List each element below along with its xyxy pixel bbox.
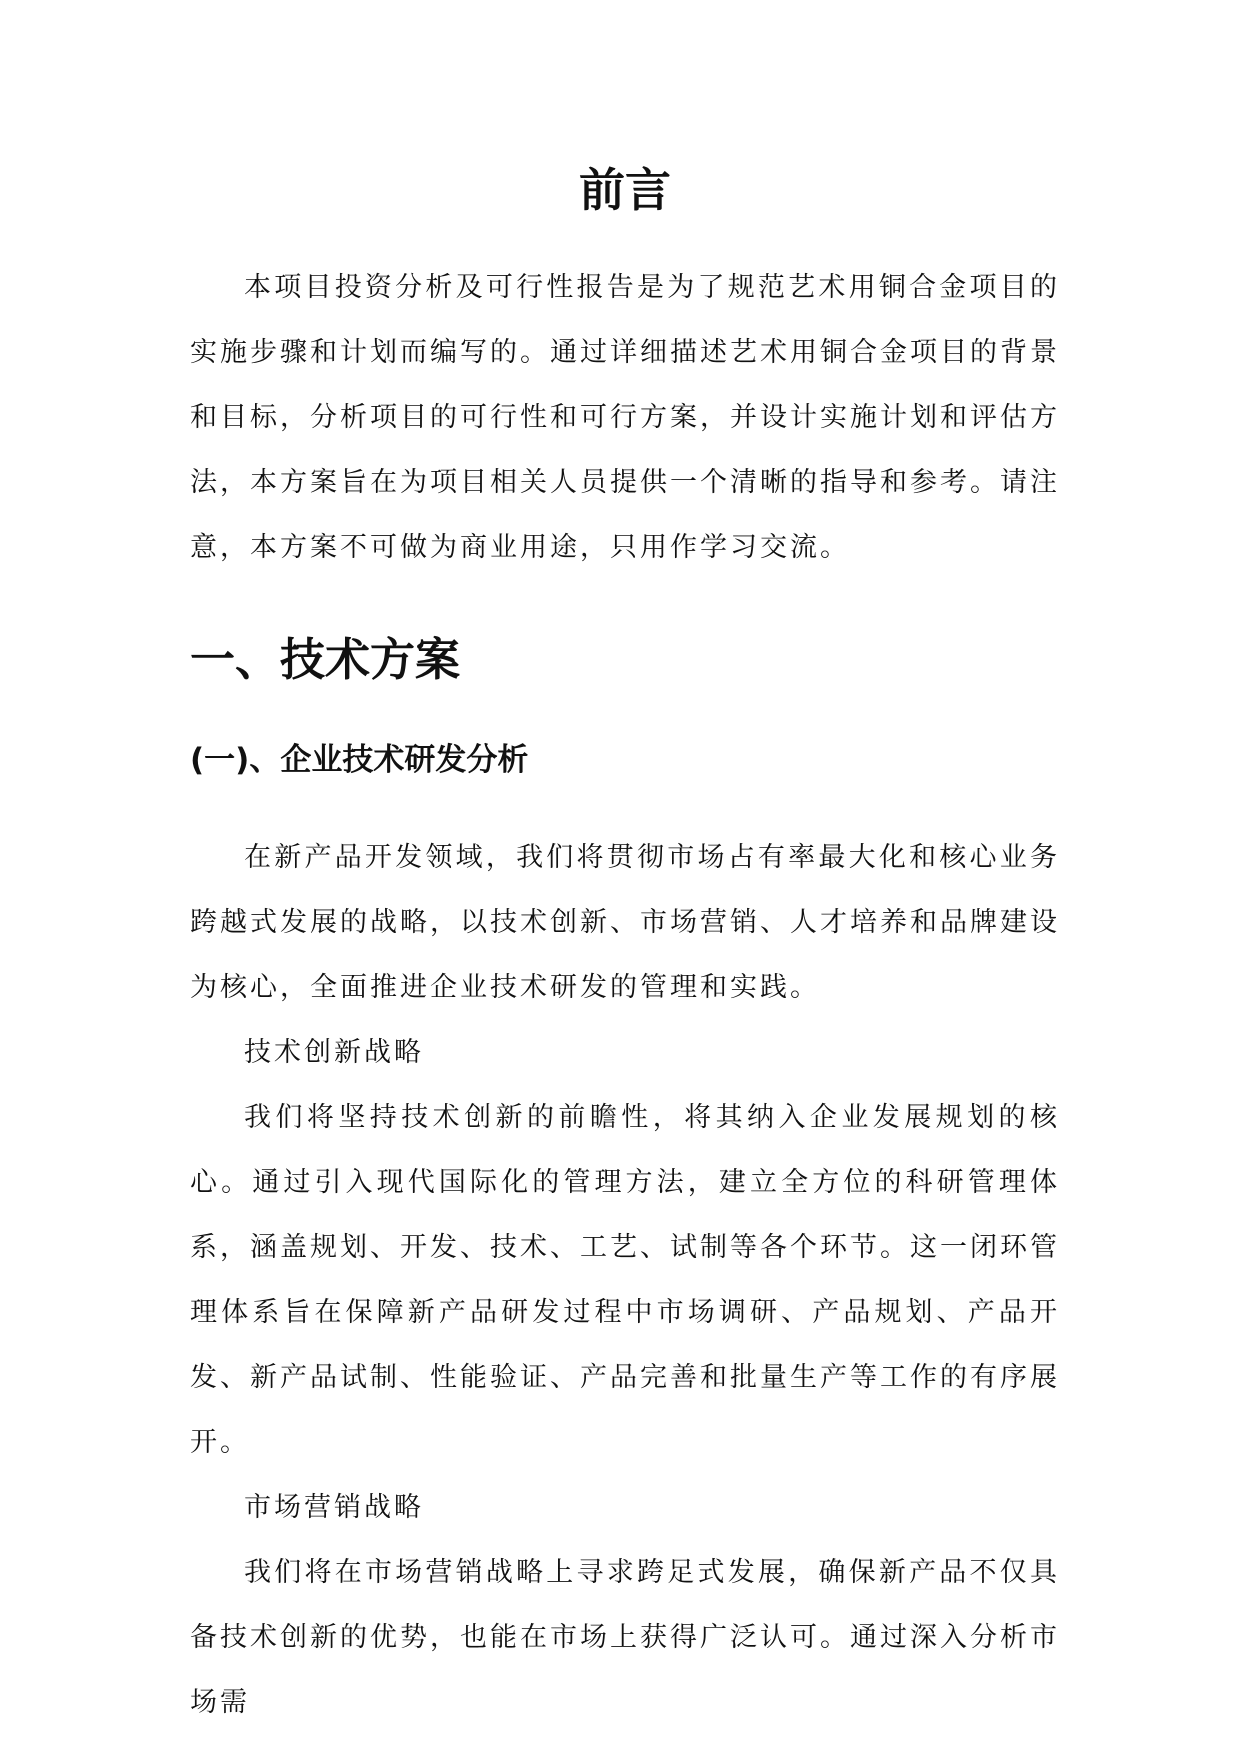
marketing-strategy-title: 市场营销战略 bbox=[244, 1492, 424, 1523]
tech-strategy-paragraph: 我们将坚持技术创新的前瞻性，将其纳入企业发展规划的核心。通过引入现代国际化的管理方法，建立全方位的科研管理体系，涵盖规划、开发、技术、工艺、试制等各个环节。这一闭环管理体系旨在保障新产品研发过程中市场调研、产品规划、产品开发、新产品试制、性能验证、产品完善和批量生产等工作的有序展开。 bbox=[190, 1102, 1060, 1458]
marketing-strategy-paragraph: 我们将在市场营销战略上寻求跨足式发展，确保新产品不仅具备技术创新的优势，也能在市场上获得广泛认可。通过深入分析市场需 bbox=[190, 1557, 1060, 1718]
preface-paragraph: 本项目投资分析及可行性报告是为了规范艺术用铜合金项目的实施步骤和计划而编写的。通过详细描述艺术用铜合金项目的背景和目标，分析项目的可行性和可行方案，并设计实施计划和评估方法，本方案旨在为项目相关人员提供一个清晰的指导和参考。请注意，本方案不可做为商业用途，只用作学习交流。 bbox=[190, 272, 1060, 563]
preface-title: 前言 bbox=[579, 163, 671, 217]
page-content bbox=[190, 150, 1060, 1735]
section-heading-technical-plan: 一、技术方案 bbox=[190, 633, 461, 686]
rd-intro-paragraph: 在新产品开发领域，我们将贯彻市场占有率最大化和核心业务跨越式发展的战略，以技术创新、市场营销、人才培养和品牌建设为核心，全面推进企业技术研发的管理和实践。 bbox=[190, 842, 1060, 1003]
subsection-heading-rd-analysis: (一)、企业技术研发分析 bbox=[190, 742, 529, 778]
tech-strategy-title: 技术创新战略 bbox=[244, 1037, 424, 1068]
